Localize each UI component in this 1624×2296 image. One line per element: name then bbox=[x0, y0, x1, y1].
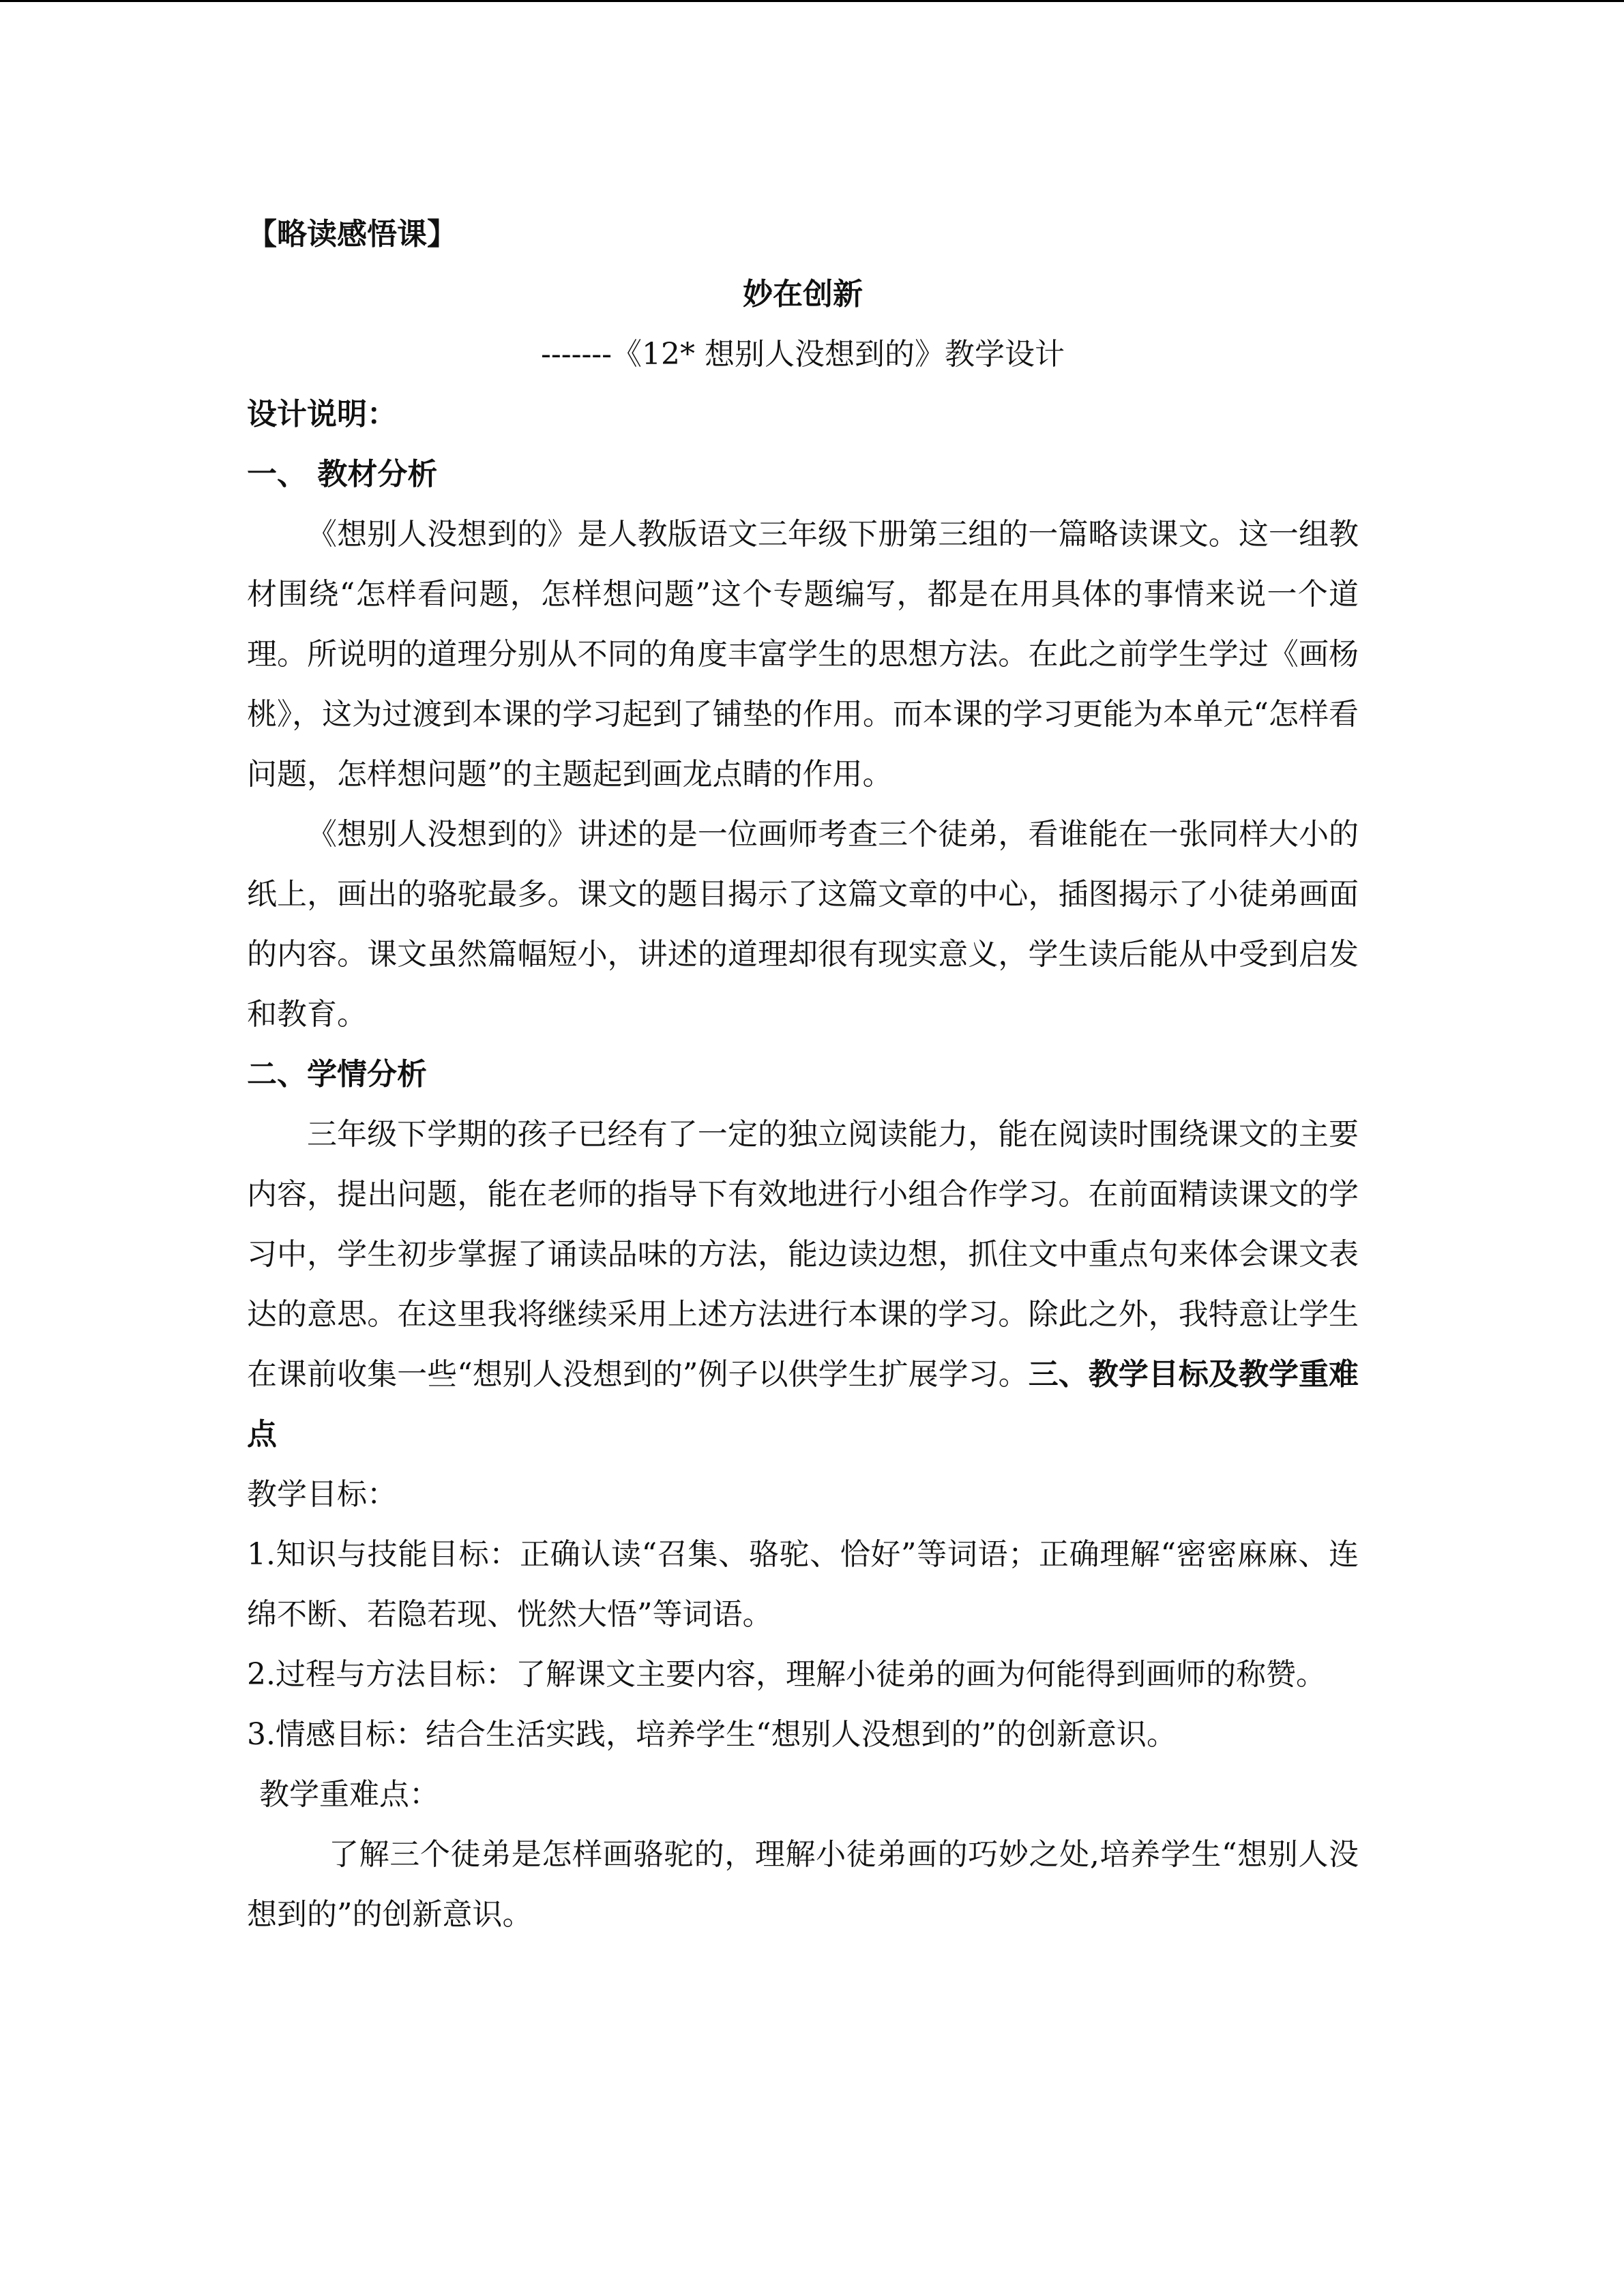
goal-3: 3.情感目标：结合生活实践，培养学生“想别人没想到的”的创新意识。 bbox=[247, 1717, 1177, 1752]
page-top-border bbox=[0, 0, 1624, 2]
document-body bbox=[247, 205, 1359, 1945]
goal-2: 2.过程与方法目标：了解课文主要内容，理解小徒弟的画为何能得到画师的称赞。 bbox=[247, 1657, 1326, 1692]
page-title: 妙在创新 bbox=[743, 277, 863, 312]
section3-inline-heading: 三、教学目标及教学重难点 bbox=[247, 1357, 1359, 1452]
section1-paragraph-1: 《想别人没想到的》是人教版语文三年级下册第三组的一篇略读课文。这一组教材围绕“怎样看问题，怎样想问题”这个专题编写，都是在用具体的事情来说一个道理。所说明的道理分别从不同的角度丰富学生的思想方法。在此之前学生学过《画杨桃》，这为过渡到本课的学习起到了铺垫的作用。而本课的学习更能为本单元“怎样看问题，怎样想问题”的主题起到画龙点睛的作用。 bbox=[247, 517, 1359, 792]
page-subtitle: -------《12* 想别人没想到的》教学设计 bbox=[540, 337, 1065, 372]
goal-1: 1.知识与技能目标：正确认读“召集、骆驼、恰好”等词语；正确理解“密密麻麻、连绵不断、若隐若现、恍然大悟”等词语。 bbox=[247, 1537, 1359, 1632]
section2-paragraph-1 bbox=[247, 1105, 1359, 1465]
section2-paragraph-text: 三年级下学期的孩子已经有了一定的独立阅读能力，能在阅读时围绕课文的主要内容，提出问题，能在老师的指导下有效地进行小组合作学习。在前面精读课文的学习中，学生初步掌握了诵读品味的方法，能边读边想，抓住文中重点句来体会课文表达的意思。在这里我将继续采用上述方法进行本课的学习。除此之外，我特意让学生在课前收集一些“想别人没想到的”例子以供学生扩展学习。 bbox=[247, 1117, 1359, 1392]
section1-paragraph-2: 《想别人没想到的》讲述的是一位画师考查三个徒弟，看谁能在一张同样大小的纸上，画出的骆驼最多。课文的题目揭示了这篇文章的中心，插图揭示了小徒弟画面的内容。课文虽然篇幅短小，讲述的道理却很有现实意义，学生读后能从中受到启发和教育。 bbox=[247, 817, 1359, 1032]
difficulty-label: 教学重难点： bbox=[259, 1777, 439, 1812]
difficulty-text: 了解三个徒弟是怎样画骆驼的，理解小徒弟画的巧妙之处,培养学生“想别人没想到的”的创新意识。 bbox=[247, 1837, 1359, 1932]
goals-label: 教学目标： bbox=[247, 1477, 397, 1512]
design-heading: 设计说明： bbox=[247, 397, 397, 432]
course-type-tag: 【略读感悟课】 bbox=[247, 217, 457, 252]
section2-heading: 二、学情分析 bbox=[247, 1057, 427, 1092]
section1-heading: 一、 教材分析 bbox=[247, 457, 438, 492]
